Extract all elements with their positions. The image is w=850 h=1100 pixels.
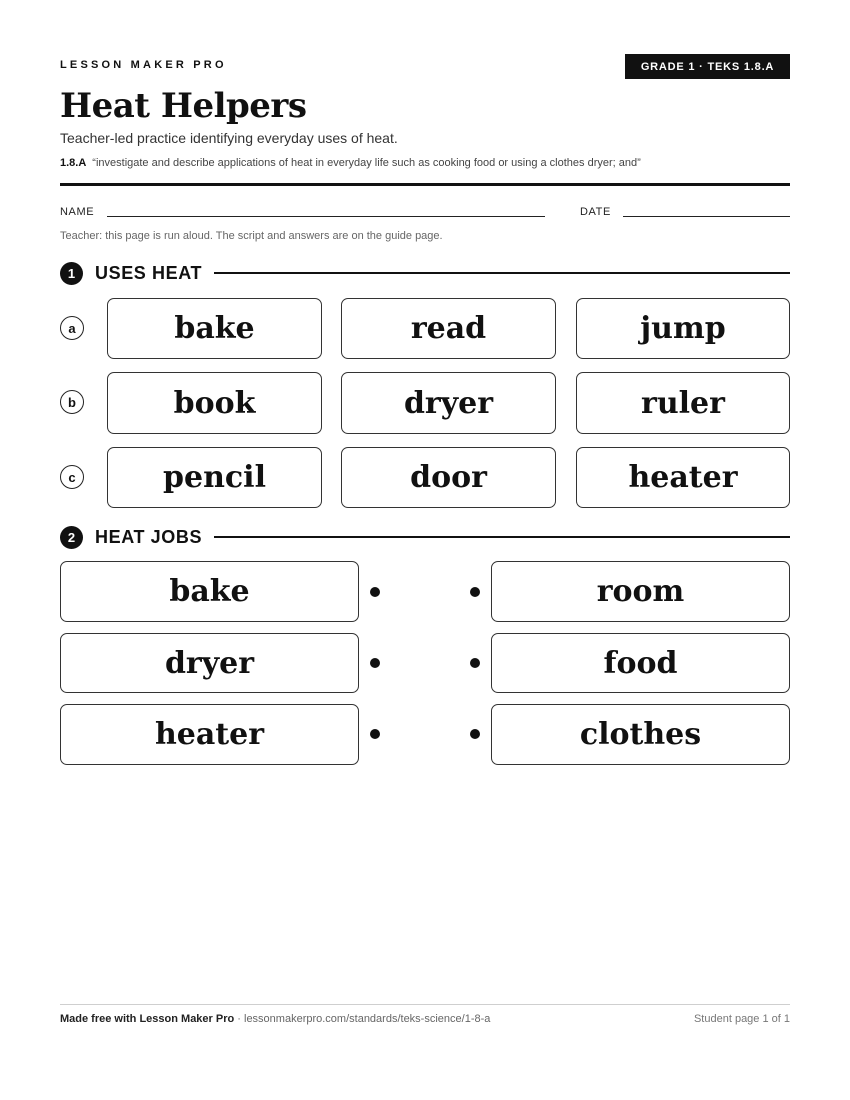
match-right-clothes[interactable]: clothes: [491, 704, 790, 765]
footer-page-number: Student page 1 of 1: [693, 1013, 790, 1025]
section-divider: [214, 536, 790, 538]
match-dot-left[interactable]: [370, 658, 380, 668]
word-choice-pencil[interactable]: pencil: [107, 447, 322, 508]
row-letter-a: a: [60, 316, 84, 340]
brand-name: LESSON MAKER PRO: [60, 59, 227, 71]
word-choice-dryer[interactable]: dryer: [341, 372, 556, 434]
match-dot-right[interactable]: [470, 729, 480, 739]
row-letter-b: b: [60, 390, 84, 414]
date-field[interactable]: [623, 216, 790, 217]
header-divider: [60, 183, 790, 186]
match-dot-right[interactable]: [470, 587, 480, 597]
date-label: DATE: [580, 206, 611, 218]
match-left-dryer[interactable]: dryer: [60, 633, 359, 693]
footer-divider: [60, 1004, 790, 1005]
footer-made-with: Made free with Lesson Maker Pro: [60, 1013, 235, 1025]
standard-code: 1.8.A: [60, 157, 87, 169]
word-choice-jump[interactable]: jump: [576, 298, 790, 359]
page-subtitle: Teacher-led practice identifying everyday uses of heat.: [60, 130, 398, 146]
section-divider: [214, 272, 790, 274]
section-number-badge: 1: [60, 262, 83, 285]
word-choice-read[interactable]: read: [341, 298, 556, 359]
section-heat-jobs-header: [60, 525, 790, 549]
word-choice-book[interactable]: book: [107, 372, 322, 434]
teacher-note: Teacher: this page is run aloud. The script and answers are on the guide page.: [60, 230, 443, 242]
match-right-room[interactable]: room: [491, 561, 790, 622]
standard-statement: [60, 157, 641, 169]
standard-text: “investigate and describe applications of heat in everyday life such as cooking food or using a clothes dryer; and”: [92, 157, 641, 169]
name-field[interactable]: [107, 216, 545, 217]
match-right-food[interactable]: food: [491, 633, 790, 693]
match-left-bake[interactable]: bake: [60, 561, 359, 622]
match-dot-right[interactable]: [470, 658, 480, 668]
section-title: HEAT JOBS: [95, 526, 203, 547]
grade-badge: GRADE 1 · TEKS 1.8.A: [625, 54, 790, 79]
word-choice-ruler[interactable]: ruler: [576, 372, 790, 434]
footer-url[interactable]: · lessonmakerpro.com/standards/teks-science/1-8-a: [234, 1013, 491, 1025]
worksheet-page: [60, 0, 790, 1100]
page-title: Heat Helpers: [60, 86, 307, 126]
word-choice-heater[interactable]: heater: [576, 447, 790, 508]
section-number-badge: 2: [60, 526, 83, 549]
match-left-heater[interactable]: heater: [60, 704, 359, 765]
section-uses-heat-header: [60, 261, 790, 285]
row-letter-c: c: [60, 465, 84, 489]
word-choice-door[interactable]: door: [341, 447, 556, 508]
name-label: NAME: [60, 206, 95, 218]
word-choice-bake[interactable]: bake: [107, 298, 322, 359]
section-title: USES HEAT: [95, 262, 203, 283]
match-dot-left[interactable]: [370, 729, 380, 739]
match-dot-left[interactable]: [370, 587, 380, 597]
footer-credit: [60, 1013, 490, 1025]
